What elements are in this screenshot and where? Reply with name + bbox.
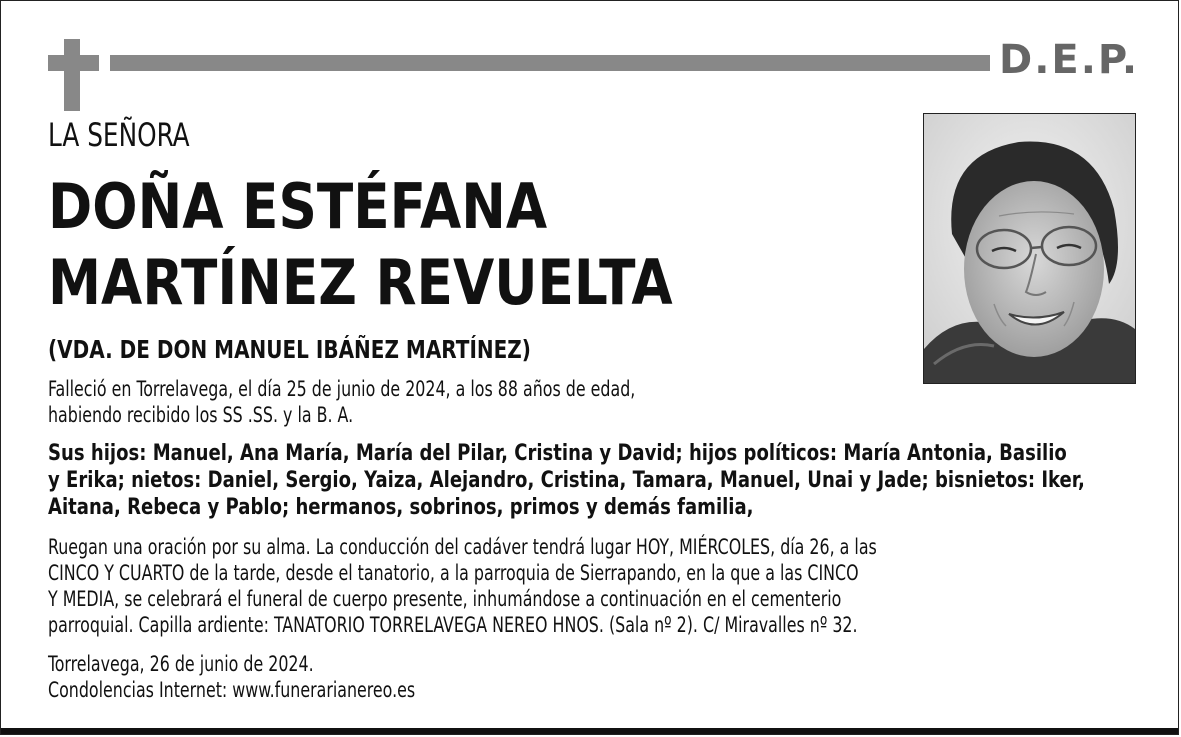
condolences-link: Condolencias Internet: www.funerarianereo.es	[48, 678, 416, 703]
name-line-2: MARTÍNEZ REVUELTA	[48, 246, 673, 319]
family-list	[48, 440, 1085, 521]
funeral-line: parroquial. Capilla ardiente: TANATORIO TORRELAVEGA NEREO HNOS. (Sala nº 2). C/ Miravalles nº 32.	[48, 613, 858, 638]
deceased-name	[48, 169, 673, 321]
family-line: y Erika; nietos: Daniel, Sergio, Yaiza, Alejandro, Cristina, Tamara, Manuel, Unai y Jade; bisnietos: Iker,	[48, 468, 1085, 493]
widow-of: (VDA. DE DON MANUEL IBÁÑEZ MARTÍNEZ)	[48, 335, 531, 364]
dep-label: D.E.P.	[999, 37, 1140, 83]
name-line-1: DOÑA ESTÉFANA	[48, 170, 548, 243]
funeral-line: CINCO Y CUARTO de la tarde, desde el tanatorio, a la parroquia de Sierrapando, en la que a las CINCO	[48, 561, 859, 586]
place-date: Torrelavega, 26 de junio de 2024.	[48, 652, 314, 677]
family-line: Aitana, Rebeca y Pablo; hermanos, sobrinos, primos y demás familia,	[48, 495, 754, 520]
footer	[48, 652, 415, 704]
funeral-line: Ruegan una oración por su alma. La conducción del cadáver tendrá lugar HOY, MIÉRCOLES, día 26, a las	[48, 535, 877, 560]
death-info	[48, 377, 635, 429]
portrait-illustration	[924, 114, 1135, 383]
funeral-info	[48, 535, 877, 639]
death-line: habiendo recibido los SS .SS. y la B. A.	[48, 403, 354, 428]
family-line: Sus hijos: Manuel, Ana María, María del Pilar, Cristina y David; hijos políticos: María Antonia, Basilio	[48, 441, 1067, 466]
bottom-border	[1, 728, 1178, 734]
funeral-line: Y MEDIA, se celebrará el funeral de cuerpo presente, inhumándose a continuación en el cementerio	[48, 587, 842, 612]
title-prefix: LA SEÑORA	[48, 116, 190, 154]
portrait-photo	[923, 113, 1136, 384]
death-line: Falleció en Torrelavega, el día 25 de junio de 2024, a los 88 años de edad,	[48, 377, 636, 402]
header-rule	[110, 55, 990, 71]
